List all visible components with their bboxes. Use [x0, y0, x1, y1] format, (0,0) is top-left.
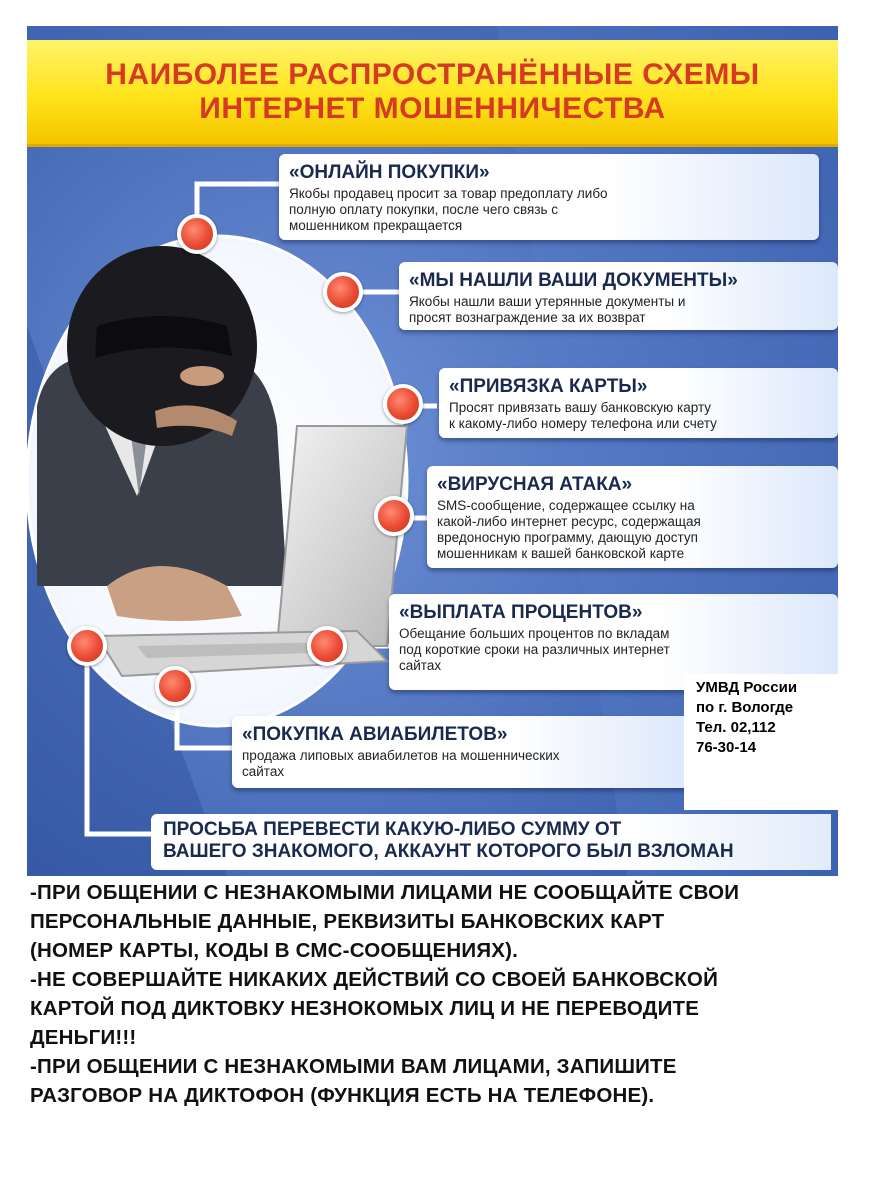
scheme-dot [177, 214, 217, 254]
scheme-dot [323, 272, 363, 312]
poster-header [27, 40, 838, 147]
warning-line: ДЕНЬГИ!!! [30, 1026, 137, 1049]
scheme-hacked-account [151, 814, 831, 870]
scheme-desc: Якобы продавец просит за товар предоплату либо полную оплату покупки, после чего связь с мошенником прекращается [289, 186, 608, 233]
scheme-title: «ВИРУСНАЯ АТАКА» [437, 474, 633, 495]
scheme-found-documents [399, 262, 838, 330]
scheme-title: «ВЫПЛАТА ПРОЦЕНТОВ» [399, 602, 643, 623]
warnings-block [30, 878, 850, 1110]
warning-line: -ПРИ ОБЩЕНИИ С НЕЗНАКОМЫМИ ЛИЦАМИ НЕ СООБЩАЙТЕ СВОИ [30, 881, 740, 904]
contact-line2: по г. Вологде [696, 699, 794, 716]
scheme-title: «ПОКУПКА АВИАБИЛЕТОВ» [242, 724, 508, 745]
scheme-desc: Просят привязать вашу банковскую карту к какому-либо номеру телефона или счету [449, 400, 717, 431]
warning-line: -НЕ СОВЕРШАЙТЕ НИКАКИХ ДЕЙСТВИЙ СО СВОЕЙ БАНКОВСКОЙ [30, 968, 719, 991]
header-title-line2: ИНТЕРНЕТ МОШЕННИЧЕСТВА [199, 92, 666, 125]
scheme-dot [155, 666, 195, 706]
scheme-title: «ПРИВЯЗКА КАРТЫ» [449, 376, 648, 397]
header-title-line1: НАИБОЛЕЕ РАСПРОСТРАНЁННЫЕ СХЕМЫ [105, 58, 760, 91]
scheme-desc: SMS-сообщение, содержащее ссылку на какой-либо интернет ресурс, содержащая вредоносную программу, дающую доступ мошенникам к вашей банковской карте [437, 498, 701, 561]
contact-line3: Тел. 02,112 [696, 719, 776, 736]
contact-line1: УМВД России [696, 679, 798, 696]
bottom-scheme-line1: ПРОСЬБА ПЕРЕВЕСТИ КАКУЮ-ЛИБО СУММУ ОТ [163, 819, 622, 840]
scheme-desc: Обещание больших процентов по вкладам под короткие сроки на различных интернет сайтах [399, 626, 670, 673]
warning-line: ПЕРСОНАЛЬНЫЕ ДАННЫЕ, РЕКВИЗИТЫ БАНКОВСКИХ КАРТ [30, 910, 665, 933]
bottom-scheme-line2: ВАШЕГО ЗНАКОМОГО, АККАУНТ КОТОРОГО БЫЛ ВЗЛОМАН [163, 841, 734, 862]
scheme-card-binding [439, 368, 838, 438]
warning-line: РАЗГОВОР НА ДИКТОФОН (ФУНКЦИЯ ЕСТЬ НА ТЕЛЕФОНЕ). [30, 1084, 655, 1107]
scheme-desc: Якобы нашли ваши утерянные документы и просят вознаграждение за их возврат [409, 294, 686, 325]
scheme-dot [307, 626, 347, 666]
scheme-virus-attack [427, 466, 838, 568]
warning-line: КАРТОЙ ПОД ДИКТОВКУ НЕЗНОКОМЫХ ЛИЦ И НЕ ПЕРЕВОДИТЕ [30, 997, 700, 1020]
scheme-title: «МЫ НАШЛИ ВАШИ ДОКУМЕНТЫ» [409, 270, 738, 291]
warning-line: (НОМЕР КАРТЫ, КОДЫ В СМС-СООБЩЕНИЯХ). [30, 939, 519, 962]
scheme-air-tickets [232, 716, 692, 788]
scheme-dot [374, 496, 414, 536]
scheme-dot [383, 384, 423, 424]
contact-line4: 76-30-14 [696, 739, 757, 756]
police-contact-box [684, 674, 838, 810]
scheme-dot [67, 626, 107, 666]
scheme-title: «ОНЛАЙН ПОКУПКИ» [289, 162, 490, 183]
scheme-desc: продажа липовых авиабилетов на мошеннических сайтах [242, 748, 560, 779]
scheme-online-purchases [279, 154, 819, 240]
warning-line: -ПРИ ОБЩЕНИИ С НЕЗНАКОМЫМИ ВАМ ЛИЦАМИ, ЗАПИШИТЕ [30, 1055, 677, 1078]
